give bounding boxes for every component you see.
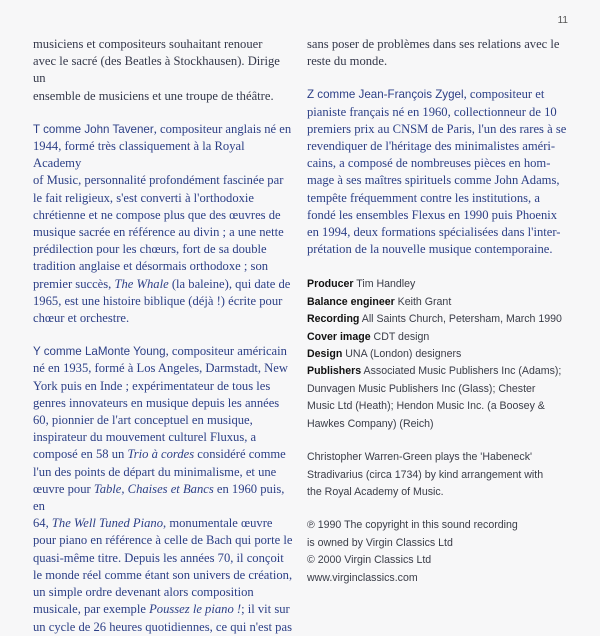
text-line: né en 1935, formé à Los Angeles, Darmstadt, New — [33, 361, 288, 376]
work-title: Table, Chaises et Bancs — [93, 481, 214, 496]
credit-publishers — [307, 363, 579, 380]
text-line: , compositeur anglais né en — [153, 121, 292, 136]
text-line: premiers prix au CNSM de Paris, l'un des rares à se — [307, 121, 567, 136]
credits-block — [307, 276, 579, 433]
text-line: quasi-même titre. Depuis les années 70, il conçoit — [33, 550, 284, 565]
credit-cover-image — [307, 329, 579, 346]
text-line: 60, pionnier de l'art conceptuel en musique, — [33, 413, 253, 428]
text-line: , compositeur et — [463, 87, 545, 102]
stradivarius-note — [307, 449, 579, 501]
text-line: prétation de la nouvelle musique contemporaine. — [307, 242, 553, 257]
text-line: un cycle de 26 heures quotidiennes, ce qui n'est pas — [33, 619, 292, 634]
text-line: Dunvagen Music Publishers Inc (Glass); Chester — [307, 382, 536, 395]
left-column — [33, 36, 295, 636]
text-line: Music Ltd (Heath); Hendon Music Inc. (a Boosey & — [307, 400, 545, 413]
text-line: Christopher Warren-Green plays the 'Habeneck' — [307, 451, 533, 464]
text-line: musicale, par exemple — [33, 602, 150, 617]
text-line: genres innovateurs en musique depuis les années — [33, 395, 280, 410]
credit-label: Cover image — [307, 330, 371, 343]
website-link: www.virginclassics.com — [307, 571, 418, 584]
text-line: (la baleine), qui date de — [168, 276, 291, 291]
credit-value: Associated Music Publishers Inc (Adams); — [361, 365, 562, 378]
text-line: , monumentale œuvre — [163, 516, 273, 531]
page-number: 11 — [557, 15, 568, 26]
continued-paragraph — [307, 36, 579, 70]
text-line: un simple ordre devenant alors composition — [33, 585, 254, 600]
text-line: of Music, personnalité profondément fascinée par — [33, 173, 284, 188]
work-title: Poussez le piano ! — [149, 602, 242, 617]
text-line: inspirateur du mouvement culturel Fluxus, a — [33, 430, 257, 445]
text-line: tempête fréquemment contre les institutions, a — [307, 190, 540, 205]
text-line: fondé les ensembles Flexus en 1990 puis Phoenix — [307, 207, 558, 222]
text-line: musiciens et compositeurs souhaitant renouer — [33, 37, 263, 51]
text-line: en 1960 puis, en — [33, 481, 285, 514]
credit-label: Recording — [307, 313, 360, 326]
text-line: is owned by Virgin Classics Ltd — [307, 536, 453, 549]
text-line: le monde réel comme étant son univers de création, — [33, 567, 293, 582]
credit-design — [307, 346, 579, 363]
zygel-heading: Z comme Jean-François Zygel — [307, 88, 464, 102]
young-paragraph — [33, 343, 295, 635]
text-line: 1965, est une histoire biblique (déjà !) écrite pour — [33, 293, 283, 308]
copyright-block — [307, 517, 579, 587]
text-line: the Royal Academy of Music. — [307, 485, 444, 498]
text-line: reste du monde. — [307, 54, 388, 69]
zygel-paragraph — [307, 86, 579, 258]
text-line: l'un des points de départ du minimalisme, et une — [33, 464, 277, 479]
text-line: le fait religieux, s'est converti à l'orthodoxie — [33, 190, 255, 205]
text-line: en 1994, deux formations spécialisées dans l'inter- — [307, 225, 561, 240]
text-line: cains, a composé de nombreuses pièces en hom- — [307, 156, 551, 171]
text-line: tradition anglaise et désormais orthodoxe ; son — [33, 259, 269, 274]
young-heading: Y comme LaMonte Young — [33, 345, 166, 359]
credit-producer — [307, 276, 579, 293]
right-column — [307, 36, 579, 587]
text-line: ensemble de musiciens et une troupe de théâtre. — [33, 88, 274, 103]
text-line: 1944, formé très classiquement à la Royal Academy — [33, 139, 245, 171]
text-line: pour piano en référence à celle de Bach qui porte le — [33, 533, 293, 548]
credit-balance-engineer — [307, 294, 579, 311]
text-line: œuvre pour — [33, 481, 94, 496]
credit-label: Design — [307, 348, 343, 361]
credit-value: Tim Handley — [353, 278, 416, 291]
text-line: ; il vit sur — [241, 602, 290, 617]
text-line: mage à ses maîtres spirituels comme John Adams, — [307, 173, 560, 188]
credit-value: Keith Grant — [394, 295, 452, 308]
text-line: prédilection pour les chœurs, fort de sa double — [33, 242, 267, 257]
text-line: revendiquer de l'héritage des minimalistes améri- — [307, 139, 556, 154]
text-line: chrétienne et ne compose plus que des œuvres de — [33, 207, 281, 222]
tavener-paragraph — [33, 121, 295, 327]
tavener-heading: T comme John Tavener — [33, 122, 154, 136]
text-line: York puis en Inde ; expérimentateur de tous les — [33, 378, 271, 393]
work-title: The Well Tuned Piano — [51, 516, 164, 531]
text-line: chœur et orchestre. — [33, 311, 130, 326]
text-line: Stradivarius (circa 1734) by kind arrangement with — [307, 468, 544, 481]
credit-label: Balance engineer — [307, 295, 395, 308]
text-line: avec le sacré (des Beatles à Stockhausen). Dirige un — [33, 54, 280, 86]
credit-value: UNA (London) designers — [342, 348, 462, 361]
phonogram-line: ℗ 1990 The copyright in this sound recording — [307, 519, 518, 532]
text-line: , compositeur américain — [165, 344, 287, 359]
intro-paragraph — [33, 36, 295, 105]
credit-label: Publishers — [307, 365, 362, 378]
copyright-line: © 2000 Virgin Classics Ltd — [307, 554, 432, 567]
text-line: considéré comme — [194, 447, 286, 462]
text-line: premier succès, — [33, 276, 115, 291]
text-line: Hawkes Company) (Reich) — [307, 417, 434, 430]
text-line: composé en 58 un — [33, 447, 128, 462]
credit-value: All Saints Church, Petersham, March 1990 — [359, 313, 562, 326]
work-title: Trio à cordes — [127, 447, 195, 462]
credit-label: Producer — [307, 278, 354, 291]
text-line: sans poser de problèmes dans ses relations avec le — [307, 37, 560, 51]
text-line: 64, — [33, 516, 52, 531]
text-line: musique sacrée en référence au divin ; a une nette — [33, 225, 284, 240]
credit-value: CDT design — [370, 330, 430, 343]
text-line: pianiste français né en 1960, collectionneur de 10 — [307, 104, 557, 119]
work-title: The Whale — [114, 276, 169, 291]
credit-recording — [307, 311, 579, 328]
